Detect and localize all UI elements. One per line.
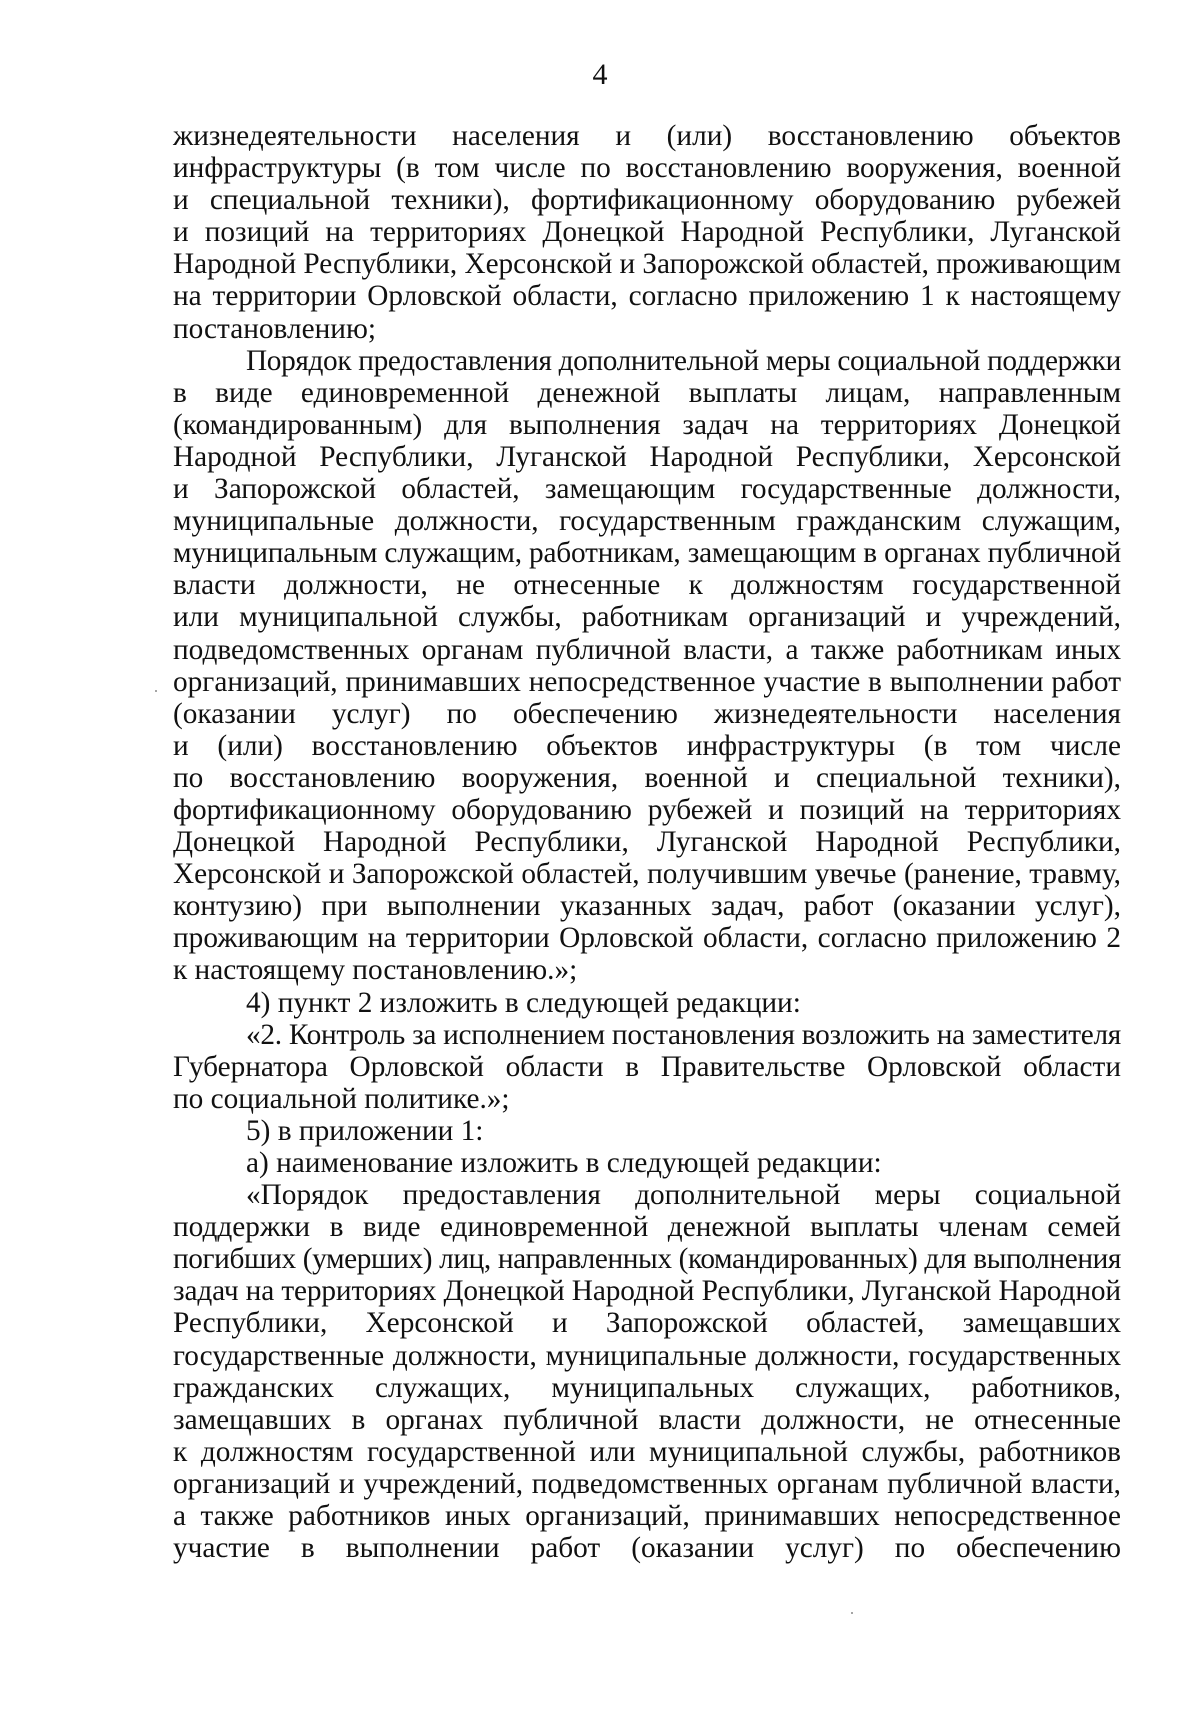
scan-speck	[155, 690, 157, 692]
text-line: поддержки в виде единовременной денежной выплаты членам семей	[173, 1211, 1121, 1244]
text-line: на территории Орловской области, согласно приложению 1 к настоящему	[173, 280, 1121, 313]
text-line: замещавших в органах публичной власти должности, не отнесенные	[173, 1403, 1121, 1436]
text-line: задач на территориях Донецкой Народной Республики, Луганской Народной	[173, 1275, 1121, 1308]
text-line: (командированным) для выполнения задач на территориях Донецкой	[173, 408, 1121, 441]
text-line: муниципальные должности, государственным гражданским служащим,	[173, 505, 1121, 538]
document-body-text	[173, 120, 1121, 1564]
text-line: в виде единовременной денежной выплаты лицам, направленным	[173, 376, 1121, 409]
text-line: 4) пункт 2 изложить в следующей редакции:	[246, 986, 801, 1019]
page-number: 4	[592, 58, 608, 91]
text-line: контузию) при выполнении указанных задач, работ (оказании услуг),	[173, 890, 1121, 923]
text-line: Херсонской и Запорожской областей, получившим увечье (ранение, травму,	[173, 858, 1121, 891]
text-line: погибших (умерших) лиц, направленных (командированных) для выполнения	[173, 1243, 1121, 1276]
text-line: Донецкой Народной Республики, Луганской Народной Республики,	[173, 826, 1121, 859]
scan-speck	[851, 1612, 853, 1614]
text-line: и Запорожской областей, замещающим государственные должности,	[173, 473, 1121, 506]
text-line: Народной Республики, Луганской Народной Республики, Херсонской	[173, 440, 1121, 473]
text-line: подведомственных органам публичной власти, а также работникам иных	[173, 633, 1121, 666]
text-line: фортификационному оборудованию рубежей и позиций на территориях	[173, 793, 1121, 826]
text-line: по социальной политике.»;	[173, 1082, 510, 1115]
text-line: жизнедеятельности населения и (или) восстановлению объектов	[173, 120, 1121, 152]
text-line: или муниципальной службы, работникам организаций и учреждений,	[173, 601, 1121, 634]
text-line: по восстановлению вооружения, военной и специальной техники),	[173, 761, 1121, 794]
text-line: гражданских служащих, муниципальных служащих, работников,	[173, 1371, 1121, 1404]
text-line: «2. Контроль за исполнением постановления возложить на заместителя	[246, 1018, 1121, 1051]
text-line: и специальной техники), фортификационному оборудованию рубежей	[173, 184, 1121, 217]
text-line: к должностям государственной или муниципальной службы, работников	[173, 1435, 1121, 1468]
text-line: государственные должности, муниципальные должности, государственных	[173, 1339, 1121, 1372]
text-line: постановлению;	[173, 312, 377, 345]
text-line: Порядок предоставления дополнительной меры социальной поддержки	[246, 344, 1121, 377]
text-line: организаций и учреждений, подведомственных органам публичной власти,	[173, 1467, 1121, 1500]
text-line: 5) в приложении 1:	[246, 1114, 484, 1147]
text-line: и (или) восстановлению объектов инфраструктуры (в том числе	[173, 729, 1121, 762]
text-line: Республики, Херсонской и Запорожской областей, замещавших	[173, 1307, 1121, 1340]
text-line: инфраструктуры (в том числе по восстановлению вооружения, военной	[173, 152, 1121, 185]
text-line: муниципальным служащим, работникам, замещающим в органах публичной	[173, 537, 1121, 570]
text-line: власти должности, не отнесенные к должностям государственной	[173, 569, 1121, 602]
text-line: «Порядок предоставления дополнительной меры социальной	[246, 1179, 1121, 1212]
text-line: а также работников иных организаций, принимавших непосредственное	[173, 1500, 1121, 1533]
text-line: участие в выполнении работ (оказании услуг) по обеспечению	[173, 1532, 1121, 1565]
text-line: и позиций на территориях Донецкой Народной Республики, Луганской	[173, 216, 1121, 249]
text-line: организаций, принимавших непосредственное участие в выполнении работ	[173, 665, 1121, 698]
text-line: Народной Республики, Херсонской и Запорожской областей, проживающим	[173, 248, 1121, 281]
text-line: к настоящему постановлению.»;	[173, 954, 578, 987]
text-line: Губернатора Орловской области в Правительстве Орловской области	[173, 1050, 1121, 1083]
text-line: (оказании услуг) по обеспечению жизнедеятельности населения	[173, 697, 1121, 730]
text-line: проживающим на территории Орловской области, согласно приложению 2	[173, 922, 1121, 955]
text-line: а) наименование изложить в следующей редакции:	[246, 1147, 882, 1179]
